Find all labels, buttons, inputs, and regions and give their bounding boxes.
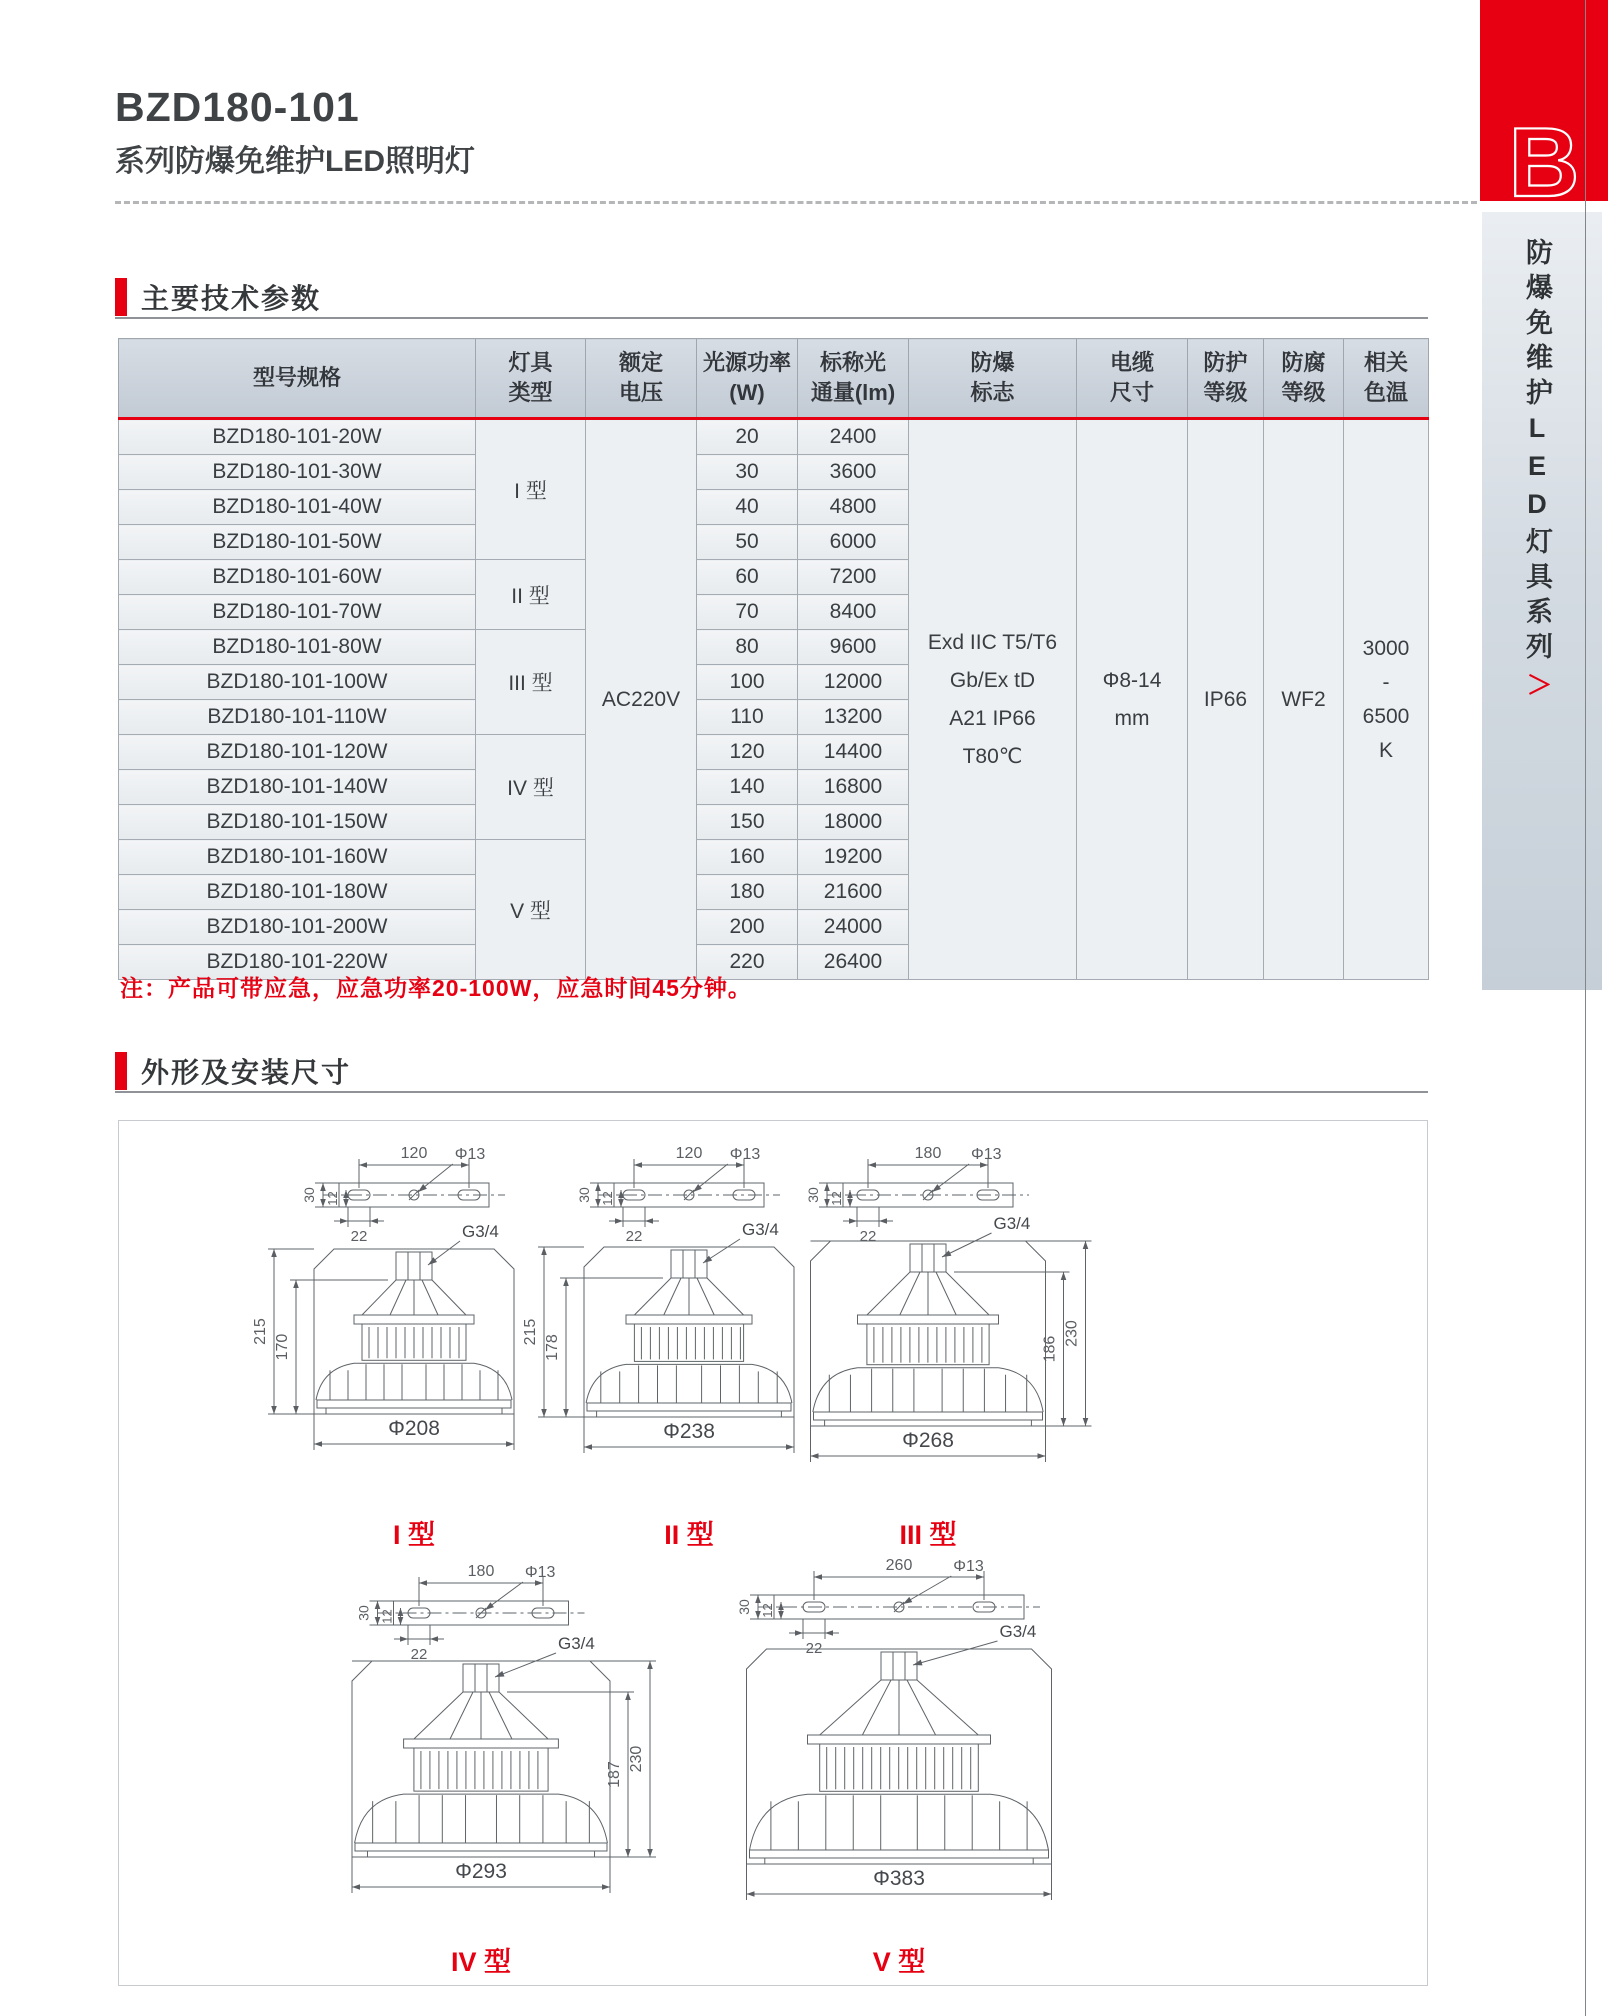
column-header: 相关 色温 (1344, 339, 1429, 419)
dim-label: 22 (859, 1228, 877, 1245)
sidebar-series-label: 防爆免维护LED灯具系列 (1522, 238, 1552, 667)
dimension-drawings-panel (118, 1120, 1428, 1986)
cable-size-cell: Φ8-14 mm (1077, 419, 1188, 980)
power-cell: 80 (697, 630, 798, 665)
column-header: 光源功率 (W) (697, 339, 798, 419)
table-row (119, 419, 1429, 455)
power-cell: 70 (697, 595, 798, 630)
power-cell: 140 (697, 770, 798, 805)
dim-label: 120 (400, 1145, 428, 1162)
dim-label: 180 (914, 1145, 942, 1162)
section-underline (115, 1091, 1428, 1093)
model-cell: BZD180-101-140W (119, 770, 476, 805)
power-cell: 110 (697, 700, 798, 735)
lamp-type-cell: V 型 (476, 840, 586, 980)
model-cell: BZD180-101-200W (119, 910, 476, 945)
column-header: 灯具 类型 (476, 339, 586, 419)
lumen-cell: 19200 (798, 840, 909, 875)
lamp-type-cell: III 型 (476, 630, 586, 735)
dim-label: 12 (325, 1191, 340, 1206)
dim-label: 215 (522, 1318, 539, 1346)
dim-label: Φ13 (953, 1558, 984, 1575)
power-cell: 50 (697, 525, 798, 560)
model-cell: BZD180-101-150W (119, 805, 476, 840)
spec-table (118, 338, 1429, 980)
dim-label: G3/4 (999, 1622, 1037, 1641)
model-cell: BZD180-101-70W (119, 595, 476, 630)
section-params-title: 主要技术参数 (141, 283, 322, 314)
lumen-cell: 6000 (798, 525, 909, 560)
ex-mark-cell: Exd IIC T5/T6 Gb/Ex tD A21 IP66 T80℃ (909, 419, 1077, 980)
dim-label: 215 (252, 1318, 269, 1345)
power-cell: 160 (697, 840, 798, 875)
dim-label: Φ268 (902, 1429, 954, 1452)
dim-label: 22 (350, 1228, 368, 1245)
lumen-cell: 12000 (798, 665, 909, 700)
cct-cell: 3000 - 6500 K (1344, 419, 1429, 980)
dim-label: Φ13 (454, 1146, 486, 1163)
lumen-cell: 3600 (798, 455, 909, 490)
lamp-type-cell: II 型 (476, 560, 586, 630)
dim-label: 260 (885, 1557, 913, 1574)
type-label: III 型 (899, 1520, 957, 1550)
type-label: I 型 (392, 1520, 436, 1550)
section-underline (115, 317, 1428, 319)
model-cell: BZD180-101-60W (119, 560, 476, 595)
power-cell: 20 (697, 419, 798, 455)
lumen-cell: 2400 (798, 419, 909, 455)
power-cell: 180 (697, 875, 798, 910)
lumen-cell: 8400 (798, 595, 909, 630)
technical-drawing-3 (763, 1139, 1138, 1554)
model-cell: BZD180-101-160W (119, 840, 476, 875)
model-cell: BZD180-101-30W (119, 455, 476, 490)
lamp-type-cell: I 型 (476, 419, 586, 560)
model-cell: BZD180-101-40W (119, 490, 476, 525)
column-header: 型号规格 (119, 339, 476, 419)
protection-cell: IP66 (1188, 419, 1264, 980)
column-header: 额定 电压 (586, 339, 697, 419)
type-label: IV 型 (450, 1947, 512, 1977)
section-params-header (115, 277, 321, 317)
dim-label: 178 (544, 1334, 561, 1361)
dim-label: 30 (301, 1187, 317, 1203)
dim-label: 30 (355, 1605, 372, 1621)
dim-label: 12 (829, 1191, 844, 1206)
model-cell: BZD180-101-20W (119, 419, 476, 455)
power-cell: 60 (697, 560, 798, 595)
title-divider (115, 201, 1477, 204)
power-cell: 100 (697, 665, 798, 700)
lamp-type-cell: IV 型 (476, 735, 586, 840)
type-label: II 型 (664, 1520, 714, 1550)
lumen-cell: 18000 (798, 805, 909, 840)
lumen-cell: 26400 (798, 945, 909, 980)
dim-label: G3/4 (993, 1214, 1031, 1233)
lumen-cell: 13200 (798, 700, 909, 735)
dim-label: 230 (628, 1745, 645, 1773)
section-dimensions-title: 外形及安装尺寸 (141, 1057, 352, 1088)
model-cell: BZD180-101-80W (119, 630, 476, 665)
section-dimensions-header (115, 1051, 351, 1091)
dim-label: 12 (600, 1191, 615, 1206)
dim-label: 186 (1041, 1335, 1059, 1363)
dim-label: 22 (625, 1228, 643, 1245)
power-cell: 200 (697, 910, 798, 945)
sidebar-red-tab (1480, 0, 1608, 201)
type-label: V 型 (872, 1947, 926, 1977)
dim-label: G3/4 (462, 1222, 499, 1241)
power-cell: 40 (697, 490, 798, 525)
lumen-cell: 9600 (798, 630, 909, 665)
emergency-note: 注：产品可带应急，应急功率20-100W，应急时间45分钟。 (120, 975, 752, 1001)
power-cell: 30 (697, 455, 798, 490)
model-cell: BZD180-101-180W (119, 875, 476, 910)
dim-label: Φ238 (663, 1420, 715, 1443)
power-cell: 150 (697, 805, 798, 840)
voltage-cell: AC220V (586, 419, 697, 980)
technical-drawing-5 (649, 1551, 1149, 1981)
spec-table-head-row (119, 339, 1429, 419)
dim-label: Φ383 (873, 1867, 925, 1890)
column-header: 防护 等级 (1188, 339, 1264, 419)
power-cell: 120 (697, 735, 798, 770)
dim-label: 22 (410, 1646, 428, 1663)
section-accent-bar (115, 278, 127, 316)
dim-label: 22 (805, 1640, 823, 1657)
dim-label: Φ13 (729, 1146, 761, 1163)
model-cell: BZD180-101-110W (119, 700, 476, 735)
section-accent-bar (115, 1052, 127, 1090)
page-subtitle: 系列防爆免维护LED照明灯 (115, 145, 475, 178)
dim-label: Φ293 (455, 1860, 507, 1883)
model-cell: BZD180-101-120W (119, 735, 476, 770)
lumen-cell: 14400 (798, 735, 909, 770)
lumen-cell: 16800 (798, 770, 909, 805)
dim-label: 30 (805, 1187, 821, 1203)
lumen-cell: 24000 (798, 910, 909, 945)
column-header: 标称光 通量(lm) (798, 339, 909, 419)
dim-label: 120 (675, 1145, 703, 1162)
dim-label: 12 (379, 1609, 395, 1624)
dim-label: 230 (1063, 1320, 1081, 1347)
lumen-cell: 21600 (798, 875, 909, 910)
dim-label: 30 (576, 1187, 592, 1203)
dim-label: Φ13 (524, 1564, 556, 1581)
model-cell: BZD180-101-100W (119, 665, 476, 700)
svg-text:B: B (1508, 107, 1580, 203)
dim-label: 30 (736, 1599, 752, 1615)
column-header: 防爆 标志 (909, 339, 1077, 419)
model-cell: BZD180-101-50W (119, 525, 476, 560)
dim-label: Φ13 (971, 1146, 1002, 1163)
spec-table-body (119, 419, 1429, 980)
page-edge-line (1585, 0, 1586, 2016)
dim-label: 12 (760, 1603, 775, 1618)
page-title: BZD180-101 (115, 84, 360, 130)
technical-drawing-4 (291, 1557, 711, 1981)
model-cell: BZD180-101-220W (119, 945, 476, 980)
dim-label: 187 (606, 1761, 623, 1788)
power-cell: 220 (697, 945, 798, 980)
lumen-cell: 4800 (798, 490, 909, 525)
dim-label: 170 (274, 1333, 291, 1361)
chevron-right-icon: ＞ (1523, 671, 1553, 697)
column-header: 电缆 尺寸 (1077, 339, 1188, 419)
dim-label: G3/4 (742, 1220, 779, 1239)
anticorrosion-cell: WF2 (1264, 419, 1344, 980)
dim-label: Φ208 (388, 1417, 440, 1440)
sidebar-series-strip (1482, 212, 1602, 990)
column-header: 防腐 等级 (1264, 339, 1344, 419)
dim-label: 180 (467, 1563, 495, 1580)
lumen-cell: 7200 (798, 560, 909, 595)
letter-b-outline (1480, 0, 1608, 203)
dim-label: G3/4 (558, 1634, 595, 1653)
